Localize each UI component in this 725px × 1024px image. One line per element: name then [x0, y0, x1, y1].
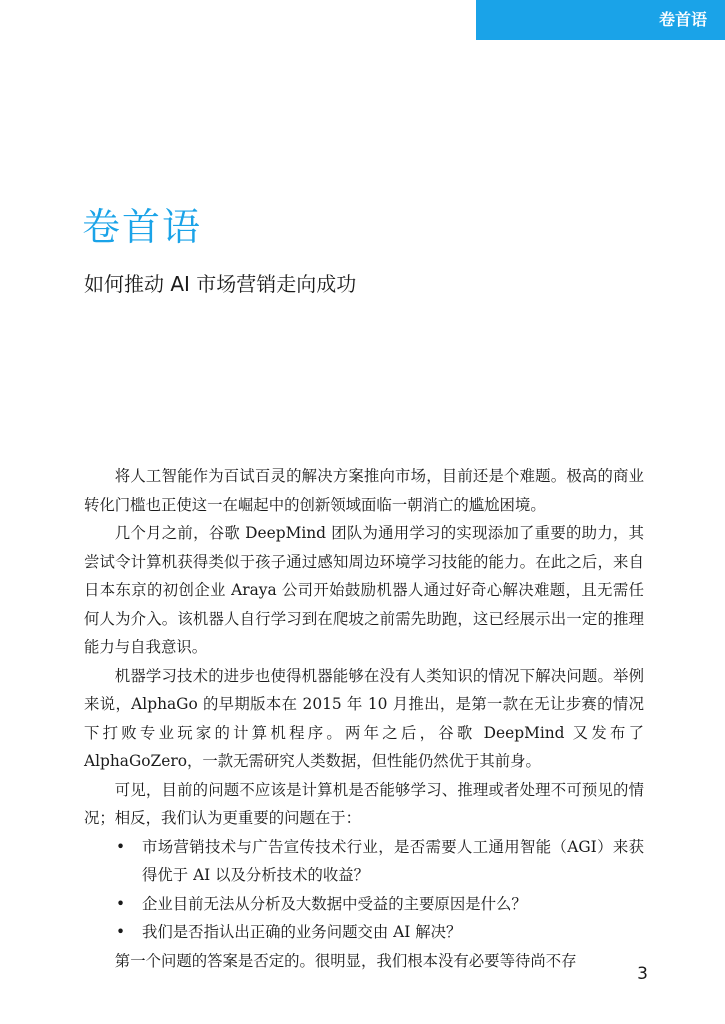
running-header-label: 卷首语 — [658, 10, 707, 29]
list-item-text: 企业目前无法从分析及大数据中受益的主要原因是什么？ — [142, 894, 527, 913]
bullet-icon: • — [116, 894, 126, 913]
body-text — [84, 462, 644, 975]
page-number: 3 — [637, 964, 648, 984]
list-item — [84, 890, 644, 919]
chapter-title: 卷首语 — [82, 205, 203, 249]
bullet-icon: • — [116, 923, 126, 941]
question-list — [84, 833, 644, 947]
list-item-text: 市场营销技术与广告宣传技术行业，是否需要人工通用智能（AGI）来获得优于 AI 以及分析技术的收益？ — [142, 837, 644, 884]
list-item — [84, 918, 644, 947]
paragraph: 机器学习技术的进步也使得机器能够在没有人类知识的情况下解决问题。举例来说，AlphaGo 的早期版本在 2015 年 10 月推出，是第一款在无让步赛的情况下打败专业玩家的计算机程序。两年之后，谷歌 DeepMind 又发布了 AlphaGoZero，一款无需研究人类数据，但性能仍然优于其前身。 — [84, 666, 644, 770]
paragraph: 几个月之前，谷歌 DeepMind 团队为通用学习的实现添加了重要的助力，其尝试令计算机获得类似于孩子通过感知周边环境学习技能的能力。在此之后，来自日本东京的初创企业 Araya 公司开始鼓励机器人通过好奇心解决难题，且无需任何人为介入。该机器人自行学习到在爬坡之前需先助跑，这已经展示出一定的推理能力与自我意识。 — [84, 524, 644, 656]
paragraph: 第一个问题的答案是否定的。很明显，我们根本没有必要等待尚不存 — [114, 951, 577, 970]
list-item — [84, 833, 644, 890]
running-header-tab — [476, 0, 725, 40]
chapter-subtitle: 如何推动 AI 市场营销走向成功 — [84, 272, 357, 296]
paragraph: 将人工智能作为百试百灵的解决方案推向市场，目前还是个难题。极高的商业转化门槛也正使这一在崛起中的创新领域面临一朝消亡的尴尬困境。 — [84, 467, 644, 514]
paragraph: 可见，目前的问题不应该是计算机是否能够学习、推理或者处理不可预见的情况；相反，我们认为更重要的问题在于： — [84, 780, 644, 827]
bullet-icon: • — [116, 837, 126, 856]
list-item-text: 我们是否指认出正确的业务问题交由 AI 解决？ — [142, 923, 462, 941]
